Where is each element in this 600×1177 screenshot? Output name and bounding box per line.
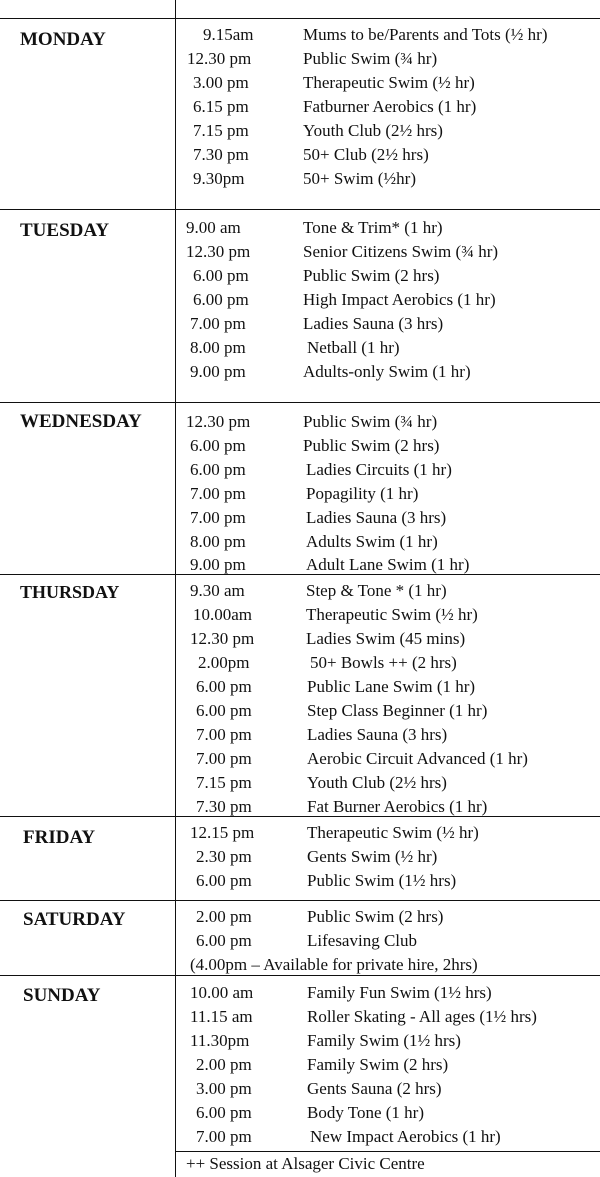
activity-cell: Public Swim (2 hrs) [307,907,444,926]
time-cell: 6.00 pm [190,436,246,455]
row-divider [0,18,600,19]
activity-cell: Gents Swim (½ hr) [307,847,438,866]
time-cell: 12.30 pm [187,49,252,68]
activity-cell: Ladies Sauna (3 hrs) [306,508,447,527]
activity-cell: Therapeutic Swim (½ hr) [307,823,479,842]
time-cell: 8.00 pm [190,338,246,357]
time-cell: 6.00 pm [196,871,252,890]
time-cell: 9.30 am [190,581,245,600]
activity-cell: Public Swim (1½ hrs) [307,871,457,890]
activity-cell: Public Swim (¾ hr) [303,412,438,431]
time-cell: 7.30 pm [193,145,249,164]
activity-cell: Aerobic Circuit Advanced (1 hr) [307,749,528,768]
activity-cell: Youth Club (2½ hrs) [303,121,443,140]
day-label: SUNDAY [23,985,101,1006]
activity-cell: 50+ Bowls ++ (2 hrs) [310,653,457,672]
activity-cell: Body Tone (1 hr) [307,1103,425,1122]
time-cell: 9.00 am [186,218,241,237]
activity-cell: Therapeutic Swim (½ hr) [306,605,478,624]
row-divider [0,900,600,901]
time-cell: 6.00 pm [196,701,252,720]
activity-cell: Ladies Sauna (3 hrs) [303,314,444,333]
time-cell: 9.30pm [193,169,245,188]
activity-cell: Ladies Sauna (3 hrs) [307,725,448,744]
time-cell: 11.15 am [190,1007,253,1026]
time-cell: 2.00 pm [196,1055,252,1074]
time-cell: 6.00 pm [193,290,249,309]
activity-cell: Ladies Swim (45 mins) [306,629,466,648]
time-cell: 7.15 pm [196,773,252,792]
activity-cell: Public Lane Swim (1 hr) [307,677,476,696]
activity-cell: High Impact Aerobics (1 hr) [303,290,496,309]
time-cell: 7.00 pm [190,314,246,333]
activity-cell: Gents Sauna (2 hrs) [307,1079,442,1098]
time-cell: 9.15am [203,25,254,44]
day-label: WEDNESDAY [20,411,142,432]
activity-cell: Youth Club (2½ hrs) [307,773,447,792]
activity-cell: Adults-only Swim (1 hr) [303,362,471,381]
day-label: THURSDAY [20,582,120,602]
time-cell: 6.00 pm [196,1103,252,1122]
time-cell: 7.15 pm [193,121,249,140]
time-cell: 12.30 pm [186,412,251,431]
time-cell: 6.00 pm [190,460,246,479]
activity-cell: Tone & Trim* (1 hr) [303,218,443,237]
time-cell: 12.30 pm [186,242,251,261]
day-label: TUESDAY [20,220,110,241]
activity-cell: Lifesaving Club [307,931,418,950]
activity-cell: Public Swim (2 hrs) [303,436,440,455]
row-divider [0,574,600,575]
time-cell: 7.30 pm [196,797,252,816]
activity-cell: Step & Tone * (1 hr) [306,581,447,600]
time-cell: 9.00 pm [190,555,246,574]
activity-cell: New Impact Aerobics (1 hr) [310,1127,501,1146]
time-cell: 12.30 pm [190,629,255,648]
activity-cell: Public Swim (2 hrs) [303,266,440,285]
activity-cell: Mums to be/Parents and Tots (½ hr) [303,25,548,44]
activity-cell: Public Swim (¾ hr) [303,49,438,68]
activity-cell: Family Swim (2 hrs) [307,1055,449,1074]
row-divider [0,209,600,210]
time-cell: 2.00 pm [196,907,252,926]
day-label: MONDAY [20,29,106,50]
time-cell: 3.00 pm [193,73,249,92]
time-cell: 8.00 pm [190,532,246,551]
column-divider [175,0,176,1177]
activity-cell: Senior Citizens Swim (¾ hr) [303,242,499,261]
private-hire-note: (4.00pm – Available for private hire, 2hrs) [190,955,478,974]
activity-cell: Adult Lane Swim (1 hr) [306,555,470,574]
row-divider [0,816,600,817]
activity-cell: Roller Skating - All ages (1½ hrs) [307,1007,537,1026]
activity-cell: Therapeutic Swim (½ hr) [303,73,475,92]
time-cell: 3.00 pm [196,1079,252,1098]
time-cell: 10.00am [193,605,253,624]
activity-cell: Family Fun Swim (1½ hrs) [307,983,492,1002]
time-cell: 12.15 pm [190,823,255,842]
time-cell: 11.30pm [190,1031,250,1050]
activity-cell: Fatburner Aerobics (1 hr) [303,97,477,116]
activity-cell: Step Class Beginner (1 hr) [307,701,488,720]
day-label: SATURDAY [23,909,126,930]
time-cell: 9.00 pm [190,362,246,381]
activity-cell: Adults Swim (1 hr) [306,532,438,551]
activity-cell: Netball (1 hr) [307,338,400,357]
activity-cell: Fat Burner Aerobics (1 hr) [307,797,488,816]
row-divider [0,402,600,403]
time-cell: 7.00 pm [190,484,246,503]
time-cell: 7.00 pm [196,1127,252,1146]
time-cell: 6.00 pm [193,266,249,285]
activity-cell: 50+ Swim (½hr) [303,169,416,188]
time-cell: 7.00 pm [196,749,252,768]
time-cell: 6.15 pm [193,97,249,116]
activity-cell: 50+ Club (2½ hrs) [303,145,429,164]
time-cell: 6.00 pm [196,677,252,696]
time-cell: 10.00 am [190,983,254,1002]
footnote: ++ Session at Alsager Civic Centre [186,1154,425,1173]
time-cell: 2.00pm [198,653,250,672]
activity-cell: Ladies Circuits (1 hr) [306,460,452,479]
time-cell: 7.00 pm [196,725,252,744]
activity-cell: Popagility (1 hr) [306,484,419,503]
day-label: FRIDAY [23,827,96,848]
activity-cell: Family Swim (1½ hrs) [307,1031,461,1050]
time-cell: 6.00 pm [196,931,252,950]
time-cell: 7.00 pm [190,508,246,527]
time-cell: 2.30 pm [196,847,252,866]
